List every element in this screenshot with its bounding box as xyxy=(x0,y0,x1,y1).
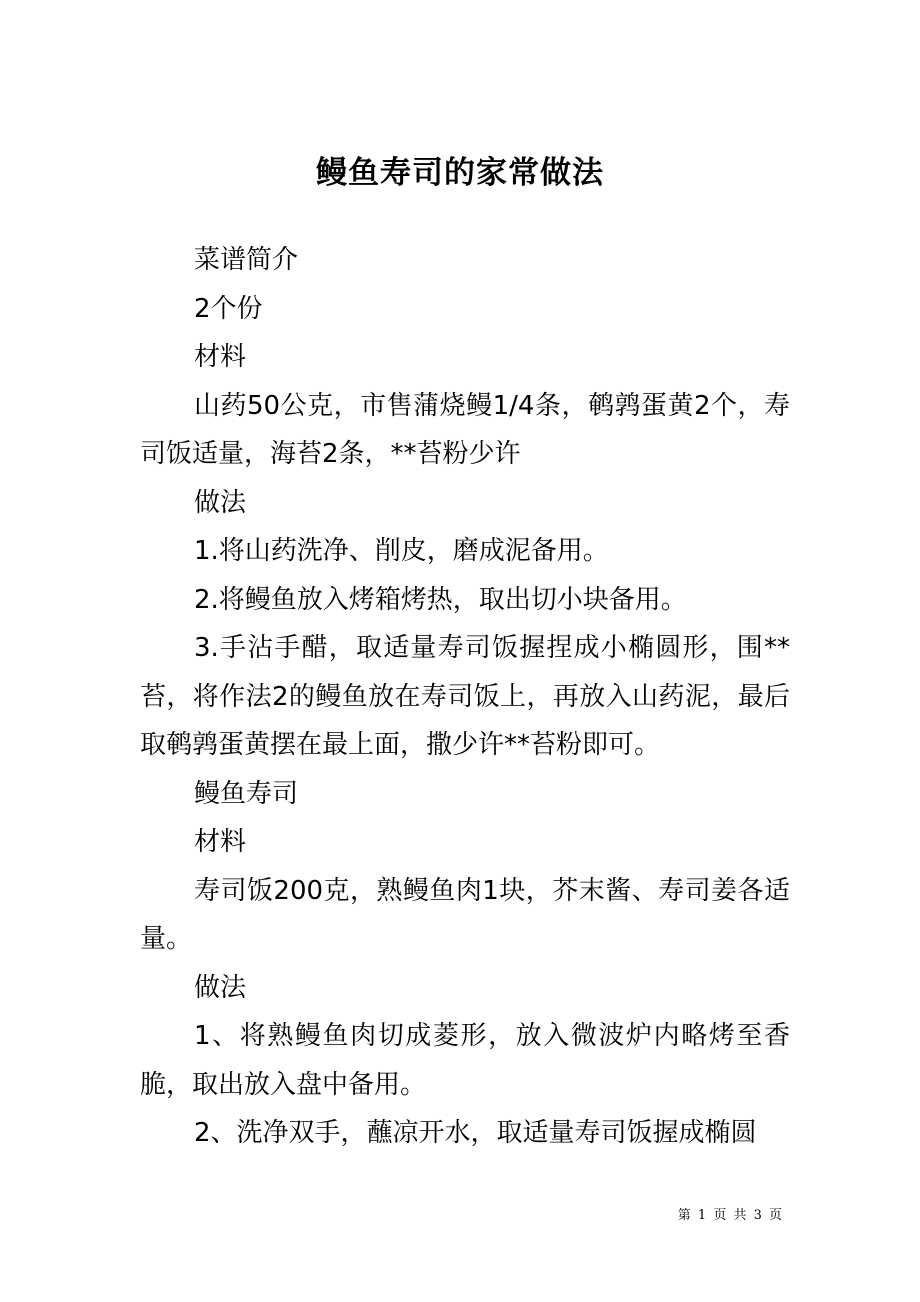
page-footer: 第 1 页 共 3 页 xyxy=(677,1208,782,1223)
paragraph-step-2: 2.将鳗鱼放入烤箱烤热，取出切小块备用。 xyxy=(194,584,687,615)
paragraph-ingredients-2: 寿司饭200克，熟鳗鱼肉1块，芥末酱、寿司姜各适量。 xyxy=(140,875,790,954)
paragraph-intro-heading: 菜谱简介 xyxy=(194,245,299,275)
paragraph-step-1: 1.将山药洗净、削皮，磨成泥备用。 xyxy=(194,536,609,566)
paragraph-step-3: 3.手沾手醋，取适量寿司饭握捏成小椭圆形，围**苔，将作法2的鳗鱼放在寿司饭上，再放入山药泥，最后取鹌鹑蛋黄摆在最上面，撒少许**苔粉即可。 xyxy=(140,633,790,760)
paragraph-method-heading-2: 做法 xyxy=(194,972,247,1003)
paragraph-step-1b: 1、将熟鳗鱼肉切成菱形，放入微波炉内略烤至香脆，取出放入盘中备用。 xyxy=(140,1021,790,1100)
paragraph-step-2b: 2、洗净双手，蘸凉开水，取适量寿司饭握成椭圆 xyxy=(194,1118,757,1148)
document-body xyxy=(140,236,790,1158)
paragraph-servings: 2个份 xyxy=(194,293,263,324)
paragraph-method-heading: 做法 xyxy=(194,487,247,518)
paragraph-ingredients-heading-2: 材料 xyxy=(194,827,247,857)
paragraph-ingredients-heading: 材料 xyxy=(194,342,247,372)
paragraph-ingredients: 山药50公克，市售蒲烧鳗1/4条，鹌鹑蛋黄2个，寿司饭适量，海苔2条，**苔粉少许 xyxy=(140,390,790,469)
paragraph-section-heading: 鳗鱼寿司 xyxy=(194,778,299,809)
document-title: 鳗鱼寿司的家常做法 xyxy=(316,154,604,191)
